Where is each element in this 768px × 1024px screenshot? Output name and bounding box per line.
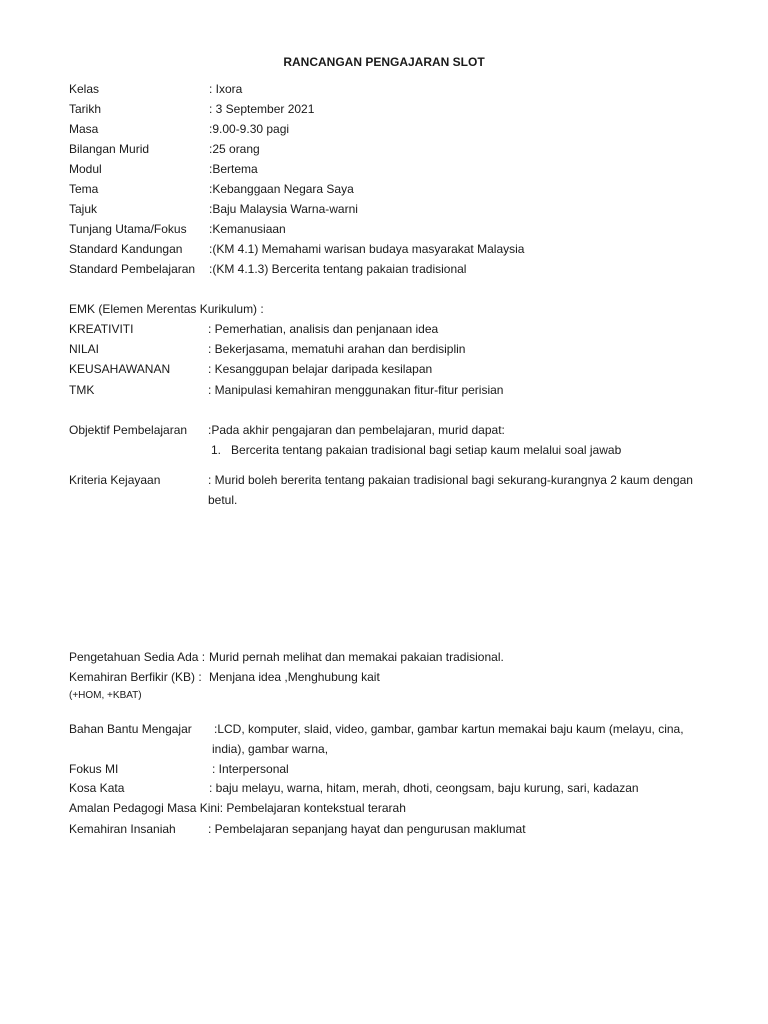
kb-note: (+HOM, +KBAT)	[69, 690, 142, 701]
insaniah-label: Kemahiran Insaniah	[69, 822, 176, 836]
emk-heading: EMK (Elemen Merentas Kurikulum) :	[69, 302, 264, 316]
emk-value-tmk: : Manipulasi kemahiran menggunakan fitur-fitur perisian	[208, 383, 504, 397]
bbm-line-2: india), gambar warna,	[212, 742, 329, 756]
pengetahuan-label: Pengetahuan Sedia Ada :	[69, 650, 206, 664]
kriteria-line-1: : Murid boleh bererita tentang pakaian tradisional bagi sekurang-kurangnya 2 kaum dengan	[208, 473, 693, 487]
insaniah-value: : Pembelajaran sepanjang hayat dan pengurusan maklumat	[208, 822, 526, 836]
kosa-kata-label: Kosa Kata	[69, 781, 125, 795]
fokus-mi-label: Fokus MI	[69, 762, 119, 776]
kb-value: Menjana idea ,Menghubung kait	[209, 670, 380, 684]
amalan-pedagogi: Amalan Pedagogi Masa Kini: Pembelajaran kontekstual terarah	[69, 801, 406, 815]
fokus-mi-value: : Interpersonal	[212, 762, 289, 776]
emk-label-keusahawanan: KEUSAHAWANAN	[69, 362, 171, 376]
info-value-kelas: : Ixora	[209, 82, 243, 96]
emk-label-kreativiti: KREATIVITI	[69, 322, 134, 336]
info-label-standard-pembelajaran: Standard Pembelajaran	[69, 262, 196, 276]
emk-value-nilai: : Bekerjasama, mematuhi arahan dan berdisiplin	[208, 342, 466, 356]
info-value-tajuk: :Baju Malaysia Warna-warni	[209, 202, 358, 216]
emk-value-keusahawanan: : Kesanggupan belajar daripada kesilapan	[208, 362, 433, 376]
emk-label-nilai: NILAI	[69, 342, 100, 356]
info-value-masa: :9.00-9.30 pagi	[209, 122, 290, 136]
objektif-label: Objektif Pembelajaran	[69, 423, 188, 437]
info-label-tarikh: Tarikh	[69, 102, 102, 116]
info-label-kelas: Kelas	[69, 82, 100, 96]
info-value-tunjang: :Kemanusiaan	[209, 222, 286, 236]
info-value-bilangan: :25 orang	[209, 142, 260, 156]
objektif-point-1: 1. Bercerita tentang pakaian tradisional bagi setiap kaum melalui soal jawab	[211, 443, 622, 457]
kosa-kata-value: : baju melayu, warna, hitam, merah, dhoti, ceongsam, baju kurung, sari, kadazan	[209, 781, 639, 795]
info-label-tema: Tema	[69, 182, 99, 196]
document-title: RANCANGAN PENGAJARAN SLOT	[283, 55, 485, 69]
kb-label: Kemahiran Berfikir (KB) :	[69, 670, 202, 684]
info-label-modul: Modul	[69, 162, 102, 176]
bbm-line-1: :LCD, komputer, slaid, video, gambar, gambar kartun memakai baju kaum (melayu, cina,	[214, 722, 684, 736]
info-value-standard-pembelajaran: :(KM 4.1.3) Bercerita tentang pakaian tradisional	[209, 262, 467, 276]
kriteria-line-2: betul.	[208, 493, 238, 507]
info-value-modul: :Bertema	[209, 162, 258, 176]
info-label-masa: Masa	[69, 122, 99, 136]
kriteria-label: Kriteria Kejayaan	[69, 473, 161, 487]
info-value-tema: :Kebanggaan Negara Saya	[209, 182, 354, 196]
info-label-bilangan: Bilangan Murid	[69, 142, 150, 156]
objektif-intro: :Pada akhir pengajaran dan pembelajaran, murid dapat:	[208, 423, 505, 437]
info-value-tarikh: : 3 September 2021	[209, 102, 315, 116]
emk-label-tmk: TMK	[69, 383, 95, 397]
pengetahuan-value: Murid pernah melihat dan memakai pakaian tradisional.	[209, 650, 504, 664]
info-label-tunjang: Tunjang Utama/Fokus	[69, 222, 187, 236]
bbm-label: Bahan Bantu Mengajar	[69, 722, 192, 736]
info-label-standard-kandungan: Standard Kandungan	[69, 242, 183, 256]
info-label-tajuk: Tajuk	[69, 202, 98, 216]
emk-value-kreativiti: : Pemerhatian, analisis dan penjanaan idea	[208, 322, 439, 336]
info-value-standard-kandungan: :(KM 4.1) Memahami warisan budaya masyarakat Malaysia	[209, 242, 525, 256]
